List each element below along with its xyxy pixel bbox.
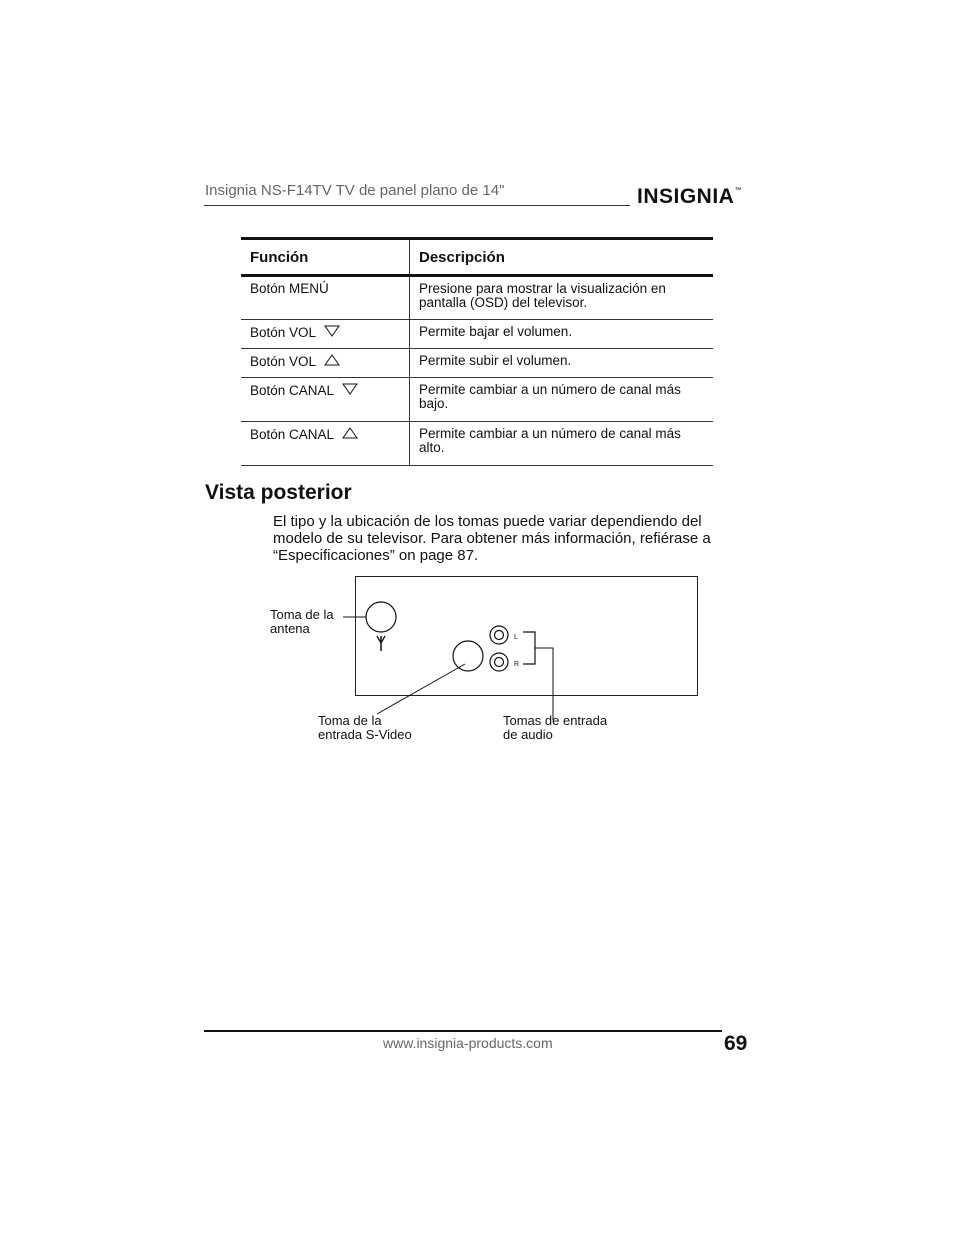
logo-text: INSIGNIA bbox=[637, 185, 735, 208]
audio-jack-right bbox=[490, 653, 508, 671]
antenna-callout-line2: antena bbox=[270, 621, 310, 636]
svideo-jack bbox=[453, 641, 483, 671]
audio-callout-line2: de audio bbox=[503, 727, 553, 742]
header-title: Insignia NS-F14TV TV de panel plano de 14" bbox=[205, 182, 505, 199]
antenna-callout-line1: Toma de la bbox=[270, 607, 334, 622]
antenna-jack bbox=[366, 602, 396, 632]
svideo-callout-line2: entrada S-Video bbox=[318, 727, 412, 742]
intro-paragraph: El tipo y la ubicación de los tomas puede variar dependiendo del modelo de su televisor. Para obtener más información, refiérase a “Especificaciones” on page 87. bbox=[273, 513, 711, 564]
audio-callout-line1: Tomas de entrada bbox=[503, 713, 608, 728]
audio-bracket bbox=[523, 632, 535, 664]
antenna-icon bbox=[377, 636, 385, 651]
function-label: Botón VOL bbox=[250, 354, 317, 369]
audio-left-label: L bbox=[514, 634, 518, 641]
audio-leader-line bbox=[535, 648, 553, 720]
column-header-description: Descripción bbox=[410, 239, 714, 276]
function-label: Botón VOL bbox=[250, 325, 317, 340]
function-label: Botón CANAL bbox=[250, 427, 335, 442]
audio-right-label: R bbox=[514, 661, 520, 668]
antenna-callout bbox=[270, 608, 334, 636]
rear-panel-outline bbox=[356, 577, 698, 696]
page-number: 69 bbox=[724, 1032, 748, 1055]
logo-trademark: ™ bbox=[734, 187, 742, 194]
svideo-callout bbox=[318, 714, 412, 742]
function-label: Botón CANAL bbox=[250, 383, 335, 398]
audio-callout bbox=[503, 714, 607, 742]
footer-url: www.insignia-products.com bbox=[383, 1035, 553, 1051]
audio-jack-left bbox=[490, 626, 508, 644]
description-cell: Presione para mostrar la visualización en pantalla (OSD) del televisor. bbox=[410, 276, 714, 320]
svideo-leader-line bbox=[377, 664, 465, 714]
footer-rule bbox=[204, 1030, 722, 1032]
description-cell: Permite bajar el volumen. bbox=[410, 320, 714, 349]
function-label: Botón MENÚ bbox=[250, 281, 329, 296]
svideo-callout-line1: Toma de la bbox=[318, 713, 382, 728]
description-cell: Permite cambiar a un número de canal más bajo. bbox=[410, 378, 714, 422]
description-cell: Permite cambiar a un número de canal más alto. bbox=[410, 422, 714, 466]
section-title: Vista posterior bbox=[205, 481, 352, 504]
description-cell: Permite subir el volumen. bbox=[410, 349, 714, 378]
column-header-function: Función bbox=[241, 239, 410, 276]
